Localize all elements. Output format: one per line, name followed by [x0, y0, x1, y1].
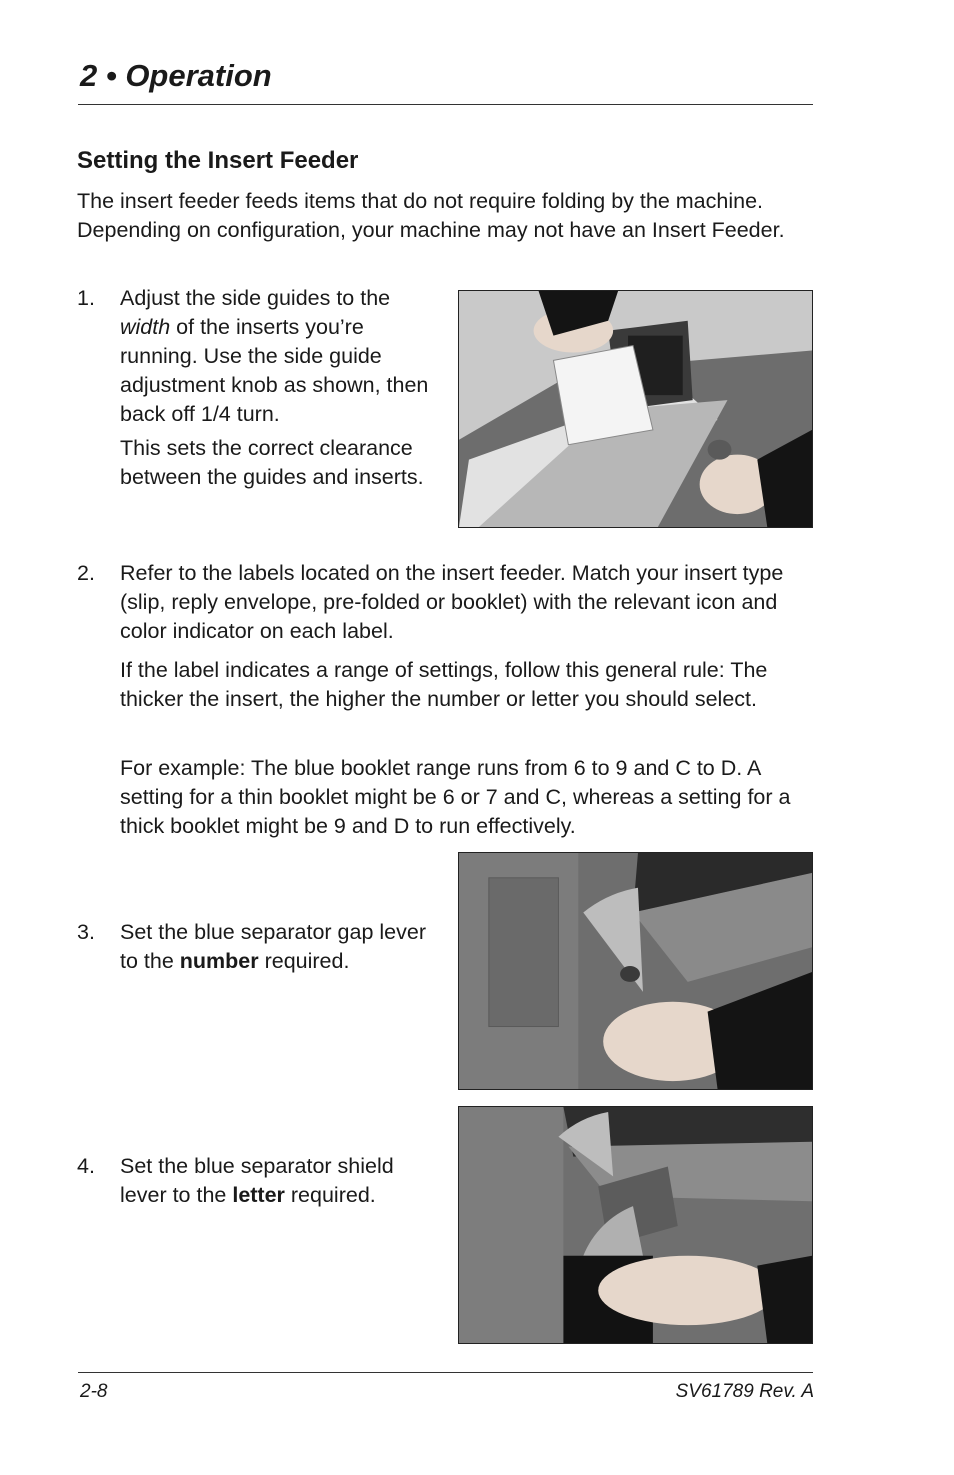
section-intro: The insert feeder feeds items that do not require folding by the machine. Depending on configuration, your machine may not have an Insert Feeder.: [77, 189, 785, 242]
step-1-number: 1.: [77, 286, 95, 310]
step-3-bold: number: [179, 949, 259, 973]
step-2-number: 2.: [77, 561, 95, 585]
document-id: SV61789 Rev. A: [675, 1381, 814, 1402]
step-4-number: 4.: [77, 1154, 95, 1178]
step-2-paragraph-3: For example: The blue booklet range runs from 6 to 9 and C to D. A setting for a thin booklet might be 6 or 7 and C, whereas a setting for a thick booklet might be 9 and D to run effectively.: [120, 756, 791, 838]
step-2-paragraph-1: Refer to the labels located on the insert feeder. Match your insert type (slip, reply envelope, pre-folded or booklet) with the relevant icon and color indicator on each label.: [120, 561, 784, 643]
step-1-emphasis: width: [120, 315, 171, 339]
step-3-text-before: Set the blue separator gap lever to the: [120, 920, 426, 973]
step-1-note: This sets the correct clearance between the guides and inserts.: [120, 436, 424, 489]
photo-separator-shield-lever: [458, 1106, 813, 1344]
footer-divider: [78, 1372, 813, 1373]
step-4-bold: letter: [232, 1183, 285, 1207]
step-1-text: [120, 284, 440, 429]
step-2-paragraph-2: If the label indicates a range of settings, follow this general rule: The thicker the insert, the higher the number or letter you should select.: [120, 658, 768, 711]
step-4-text-before: Set the blue separator shield lever to the: [120, 1154, 394, 1207]
photo-separator-gap-lever: [458, 852, 813, 1090]
photo-side-guide-adjustment: [458, 290, 813, 528]
step-4-text-after: required.: [284, 1183, 376, 1207]
step-1-text-after: of the inserts you’re running. Use the side guide adjustment knob as shown, then back off 1/4 turn.: [120, 315, 429, 426]
page-number: 2-8: [80, 1381, 108, 1402]
step-3-text-after: required.: [258, 949, 350, 973]
step-3-text: [120, 918, 445, 976]
step-1-text-before: Adjust the side guides to the: [120, 286, 391, 310]
header-divider: [78, 104, 813, 105]
step-3-number: 3.: [77, 920, 95, 944]
section-heading: Setting the Insert Feeder: [77, 147, 359, 174]
chapter-title: 2 • Operation: [80, 58, 272, 93]
step-4-text: [120, 1152, 445, 1210]
